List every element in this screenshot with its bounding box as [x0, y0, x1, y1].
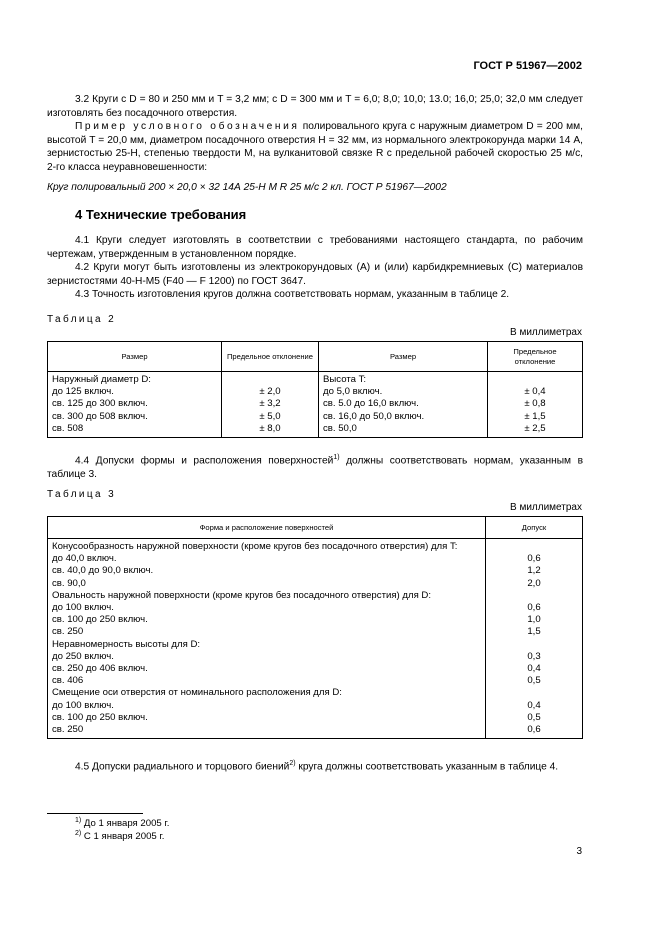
table2-outer-diameter-cell: Наружный диаметр D: до 125 включ. св. 125 до 300 включ. св. 300 до 508 включ. св. 508 — [48, 372, 222, 438]
page-number: 3 — [576, 846, 582, 857]
table2-units: В миллиметрах — [510, 327, 582, 338]
footnote-divider — [47, 813, 143, 814]
table3-caption: Таблица 3 — [47, 489, 117, 500]
table3-header-tolerance: Допуск — [486, 517, 583, 539]
footnote-1: $^{1)}$ До 1 января 2005 г. — [75, 817, 170, 830]
footnote-ref-2: 2) — [289, 760, 296, 767]
footnote-ref-1: 1) — [333, 454, 340, 461]
table2-header-deviation: Предельное отклонение — [222, 342, 319, 372]
designation-example: Круг полировальный 200 × 20,0 × 32 14А 25-Н М R 25 м/с 2 кл. ГОСТ Р 51967—2002 — [47, 181, 447, 193]
section-title: 4 Технические требования — [75, 207, 247, 222]
table2-caption: Таблица 2 — [47, 314, 117, 325]
clause-3-2-block — [47, 93, 583, 194]
standard-header: ГОСТ Р 51967—2002 — [473, 60, 582, 72]
clause-4-4-block — [47, 451, 583, 482]
footnote-2: $^{2)}$ С 1 января 2005 г. — [75, 830, 165, 843]
table3-units: В миллиметрах — [510, 502, 582, 513]
clause-4-2: 4.2 Круги могут быть изготовлены из электрокорундовых (А) и (или) карбидкремниевых (С) материалов зернистостями 40-Н-М5 (F40 — F 1200) по ГОСТ 3647. — [47, 262, 583, 287]
clauses-4-block — [47, 234, 583, 302]
table-row — [48, 372, 583, 438]
example-label: Пример условного обозначения — [75, 121, 300, 133]
clause-4-5: 4.5 Допуски радиального и торцового биений$^{2)}$ круга должны соответствовать указанным в таблице 4. — [75, 760, 559, 773]
table2-header-deviation-2: Предельное отклонение — [488, 342, 583, 372]
table2-header-size: Размер — [48, 342, 222, 372]
example-text: полировального круга с наружным диаметром D = 200 мм, высотой T = 20,0 мм, диаметром посадочного отверстия H = 32 мм, из нормального электрокорунда марки 14 А, зернистостью 25-Н, степенью твердости М, на вулканитовой связке R с предельной рабочей скоростью 25 м/с, 2-го класса неуравновешенности: — [47, 121, 584, 173]
table2-height-values: ± 0,4 ± 0,8 ± 1,5 ± 2,5 — [488, 372, 583, 438]
table3-values-cell: 0,6 1,2 2,0 0,6 1,0 1,5 0,3 0,4 0,5 0,4 0,5 0,6 — [486, 539, 583, 739]
clause-4-5-block — [47, 757, 583, 774]
example-paragraph — [47, 120, 583, 174]
clause-4-3: 4.3 Точность изготовления кругов должна соответствовать нормам, указанным в таблице 2. — [75, 289, 510, 301]
clause-3-2: 3.2 Круги с D = 80 и 250 мм и T = 3,2 мм; с D = 300 мм и T = 6,0; 8,0; 10,0; 13.0; 16,0; 25,0; 32,0 мм следует изготовлять без посадочного отверстия. — [47, 94, 583, 119]
table3-header-form: Форма и расположение поверхностей — [48, 517, 486, 539]
clause-4-4: 4.4 Допуски формы и расположения поверхностей$^{1)}$ должны соответствовать нормам, указанным в таблице 3. — [47, 454, 583, 480]
table2 — [47, 341, 583, 438]
table3-items-cell: Конусообразность наружной поверхности (кроме кругов без посадочного отверстия) для T: до 40,0 включ. св. 40,0 до 90,0 включ. св. 90,0 Овальность наружной поверхности (кроме кругов без посадочного отверстия) для D: до 100 включ. св. 100 до 250 включ. св. 250 Неравномерность высоты для D: до 250 включ. св. 250 до 406 включ. св. 406 Смещение оси отверстия от номинального расположения для D: до 100 включ. св. 100 до 250 включ. св. 250 — [48, 539, 486, 739]
table3 — [47, 516, 583, 739]
table2-outer-diameter-values: ± 2,0 ± 3,2 ± 5,0 ± 8,0 — [222, 372, 319, 438]
table-row — [48, 539, 583, 739]
clause-4-1: 4.1 Круги следует изготовлять в соответствии с требованиями настоящего стандарта, по рабочим чертежам, утвержденным в установленном порядке. — [47, 235, 583, 260]
table2-height-cell: Высота T: до 5,0 включ. св. 5.0 до 16,0 включ. св. 16,0 до 50,0 включ. св. 50,0 — [319, 372, 488, 438]
table2-header-size-2: Размер — [319, 342, 488, 372]
